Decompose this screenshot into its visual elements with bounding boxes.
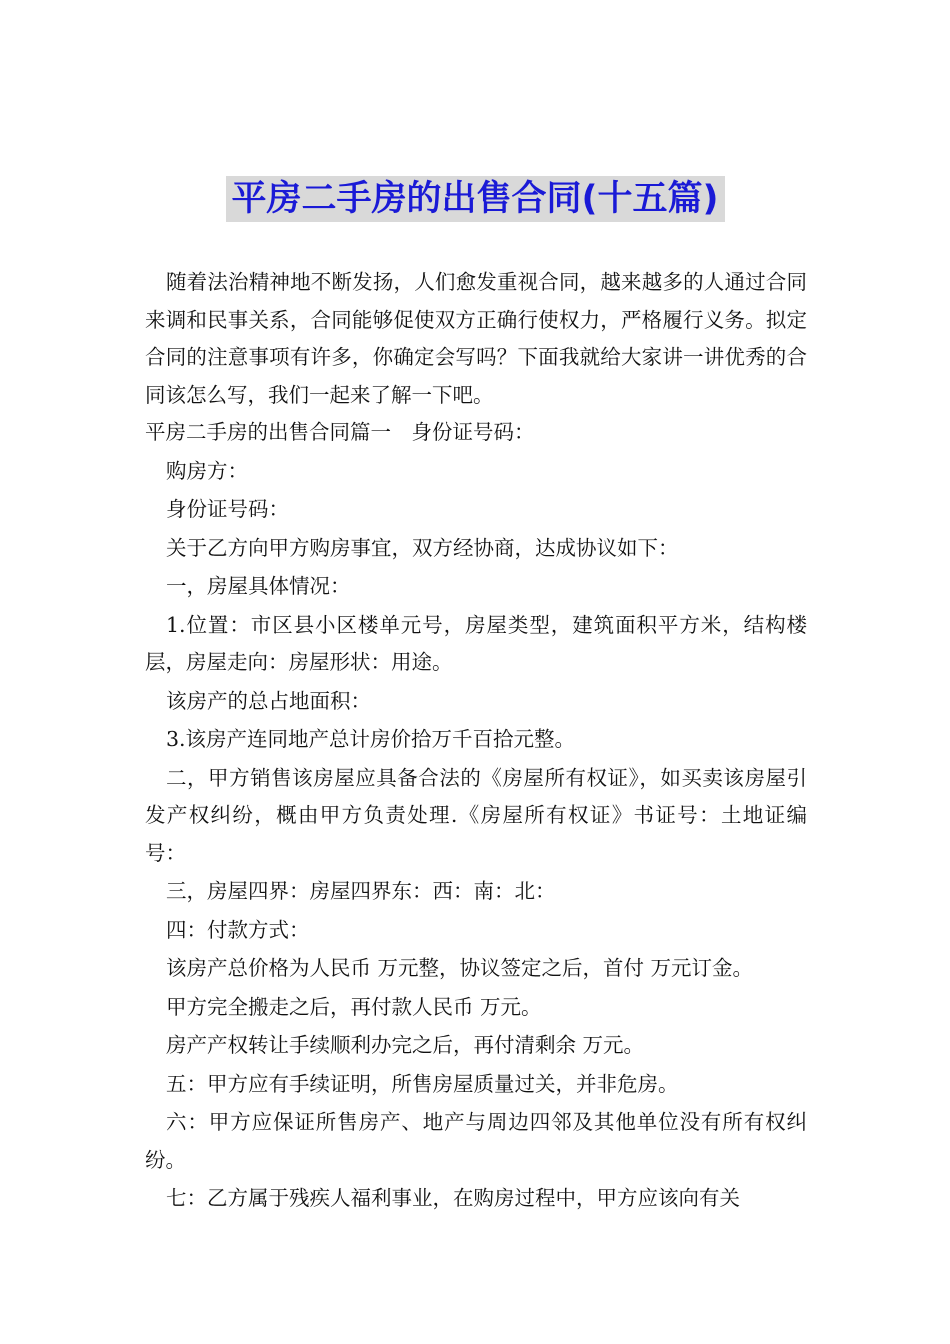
paragraph: 3.该房产连同地产总计房价拾万千百拾元整。 [166,727,576,751]
paragraph: 购房方： [166,458,248,483]
paragraph: 该房产总价格为人民币 万元整，协议签定之后，首付 万元订金。 [166,956,754,980]
paragraph: 四：付款方式： [166,917,310,942]
paragraph: 关于乙方向甲方购房事宜，双方经协商，达成协议如下： [166,535,679,560]
title-wrap [0,176,950,222]
paragraph: 1.位置：市区县小区楼单元号，房屋类型，建筑面积平方米，结构楼层，房屋走向：房屋形状：用途。 [145,612,807,674]
paragraph: 五：甲方应有手续证明，所售房屋质量过关，并非危房。 [166,1071,679,1096]
paragraph: 平房二手房的出售合同篇一 身份证号码： [145,420,535,444]
paragraph: 身份证号码： [166,497,289,521]
paragraph: 该房产的总占地面积： [166,688,371,713]
paragraph: 三，房屋四界：房屋四界东：西：南：北： [166,879,556,903]
paragraph: 甲方完全搬走之后，再付款人民币 万元。 [166,994,542,1019]
document-body [145,264,807,1218]
paragraph: 七：乙方属于残疾人福利事业，在购房过程中，甲方应该向有关 [166,1186,740,1210]
paragraph: 一，房屋具体情况： [166,574,351,598]
paragraph: 二，甲方销售该房屋应具备合法的《房屋所有权证》，如买卖该房屋引发产权纠纷，概由甲方负责处理.《房屋所有权证》书证号：土地证编号： [145,765,807,865]
paragraph: 六：甲方应保证所售房产、地产与周边四邻及其他单位没有所有权纠纷。 [145,1110,807,1172]
paragraph: 房产产权转让手续顺利办完之后，再付清剩余 万元。 [166,1033,645,1057]
document-title: 平房二手房的出售合同(十五篇) [226,176,725,222]
paragraph: 随着法治精神地不断发扬，人们愈发重视合同，越来越多的人通过合同来调和民事关系，合同能够促使双方正确行使权力，严格履行义务。拟定合同的注意事项有许多，你确定会写吗？下面我就给大家讲一讲优秀的合同该怎么写，我们一起来了解一下吧。 [145,270,807,407]
